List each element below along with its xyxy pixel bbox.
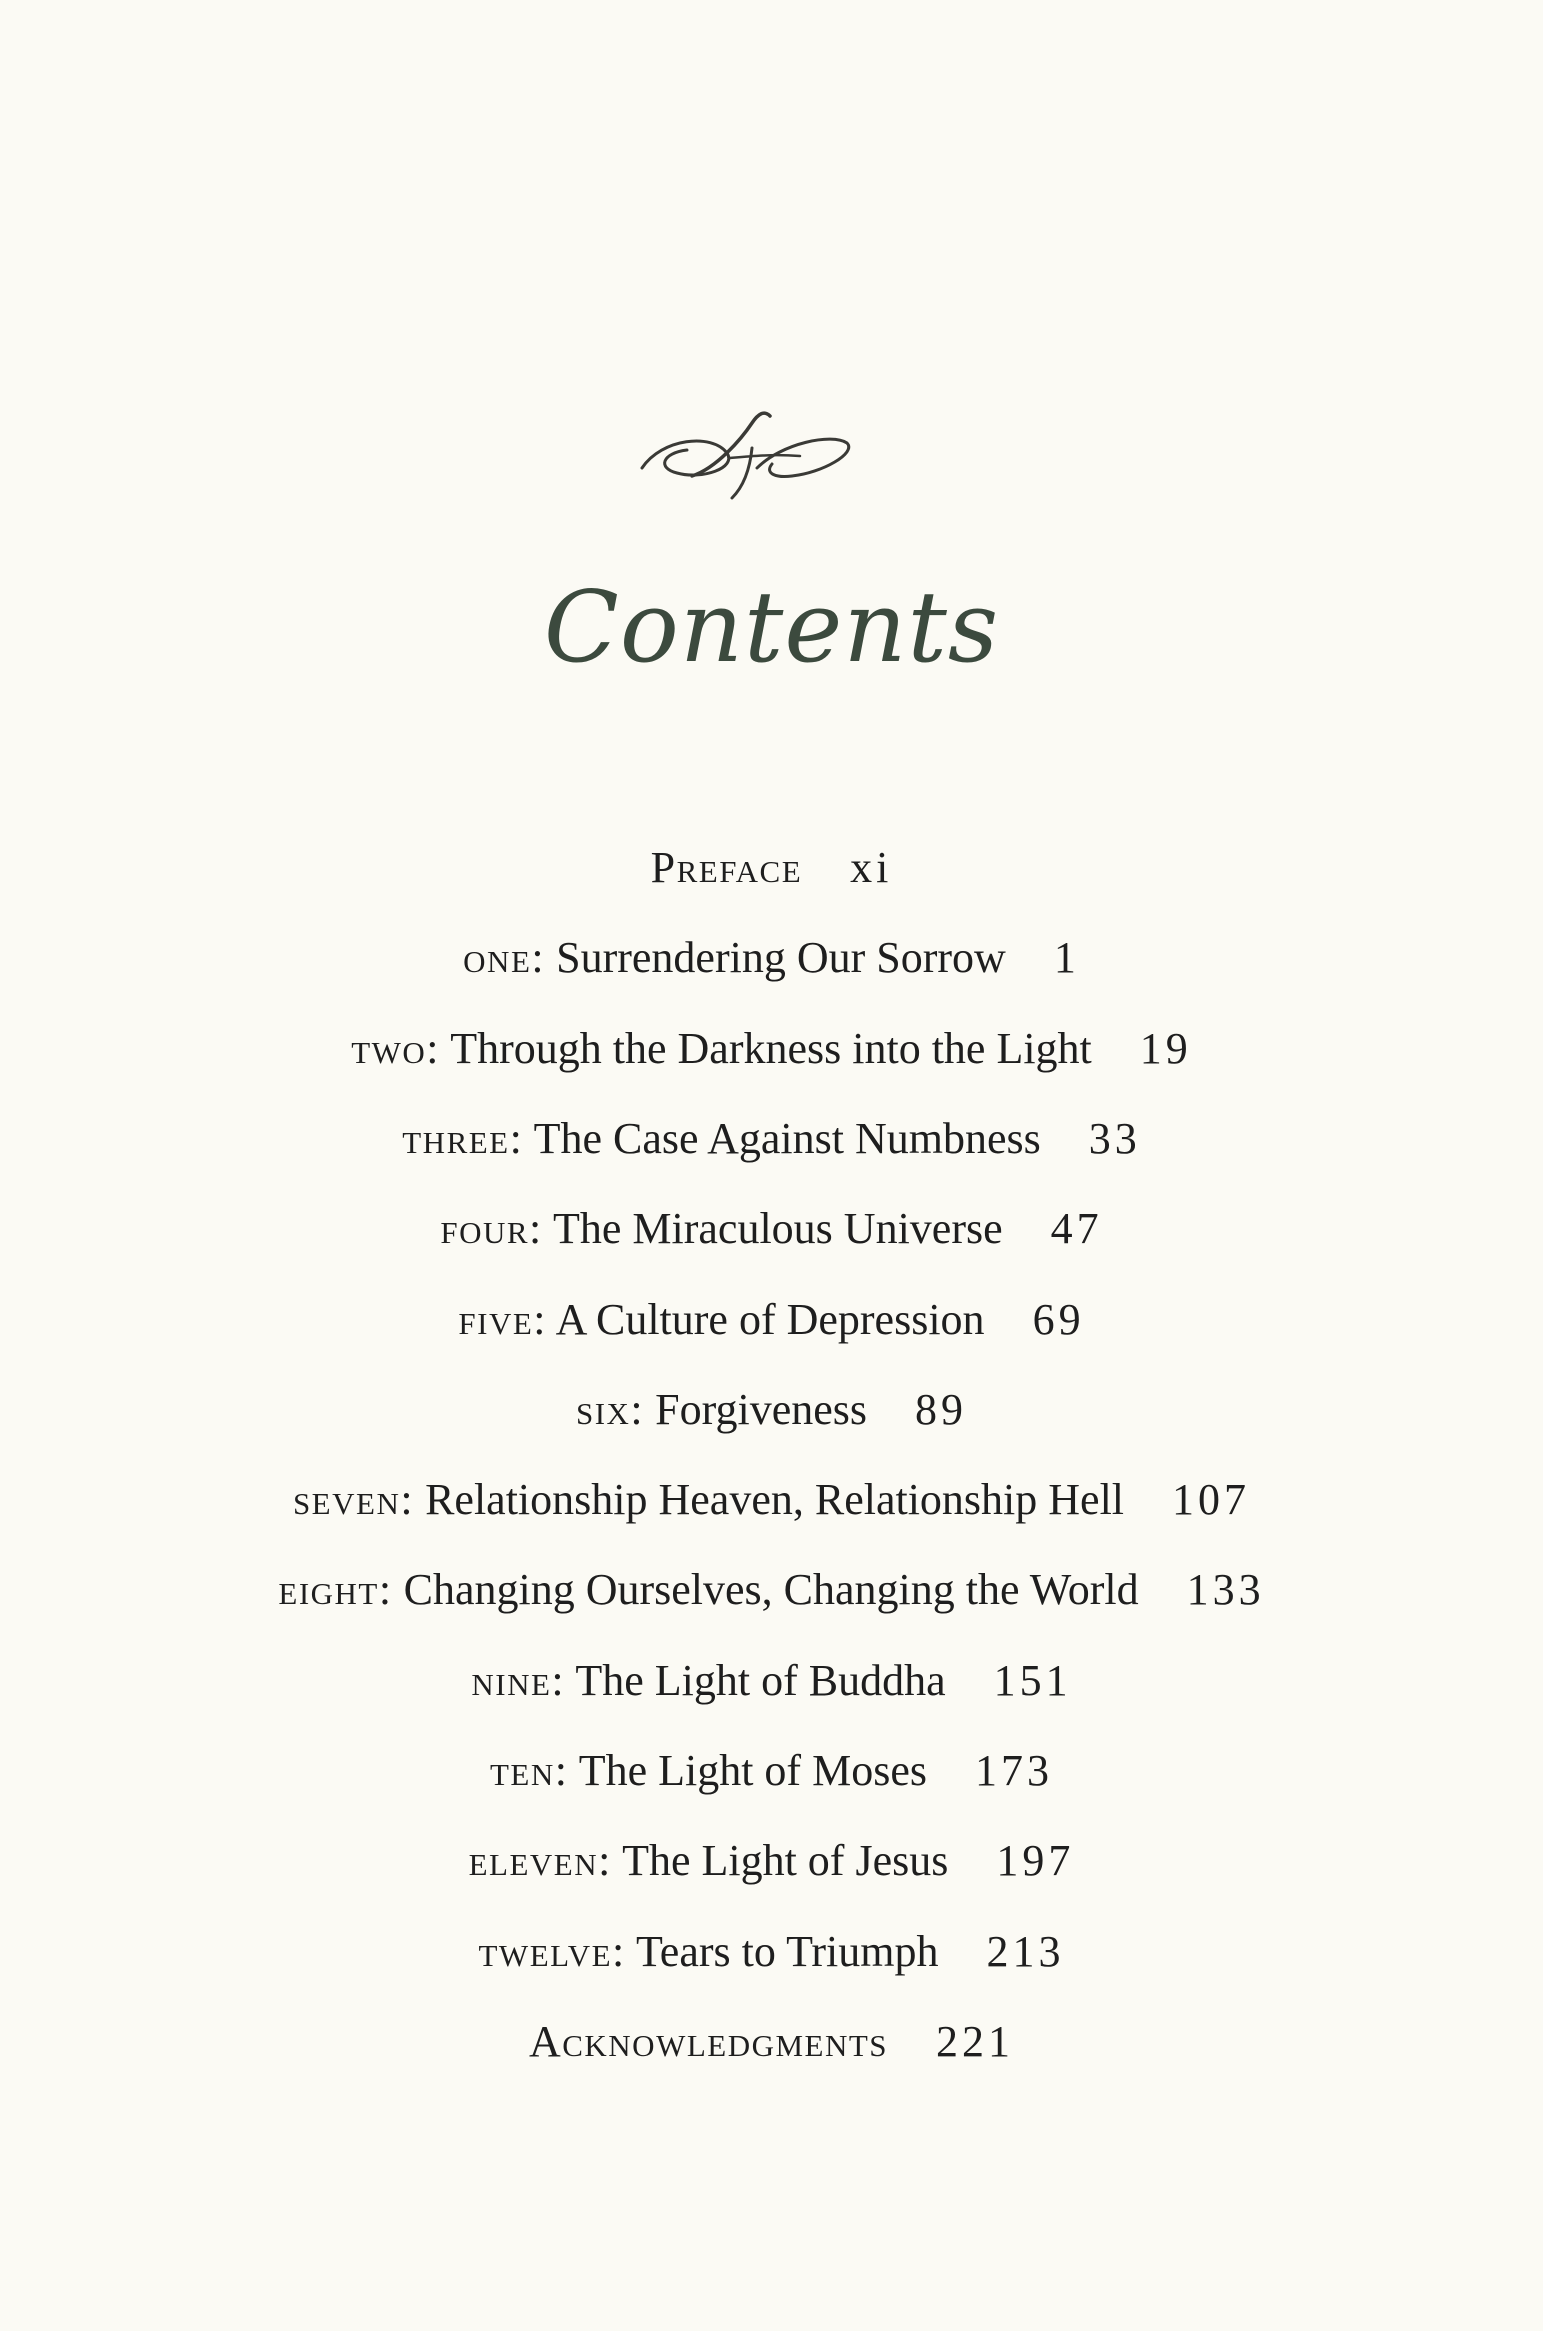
toc-entry-label: Acknowledgments (528, 2017, 889, 2066)
toc-entry-page-number: 151 (993, 1656, 1072, 1705)
toc-entry-label: eight: (278, 1565, 393, 1614)
toc-entry (0, 1922, 1543, 1982)
toc-entry-label: three: (402, 1114, 524, 1163)
toc-entry-title: The Light of Moses (578, 1746, 927, 1795)
toc-entry-label: eleven: (468, 1836, 612, 1885)
toc-entry (0, 1109, 1543, 1169)
toc-entry-page-number: 33 (1088, 1114, 1141, 1163)
toc-entry-title: Relationship Heaven, Relationship Hell (425, 1475, 1125, 1524)
toc-entry (0, 1380, 1543, 1440)
toc-entry-label: nine: (471, 1656, 566, 1705)
toc-entry-title: The Light of Buddha (575, 1656, 946, 1705)
toc-entry-page-number: 197 (996, 1836, 1075, 1885)
page-title: Contents (543, 571, 1000, 685)
toc-entry-page-number: 213 (986, 1927, 1065, 1976)
toc-entry-label: six: (575, 1385, 645, 1434)
toc-entry (0, 1741, 1543, 1801)
toc-entry-label: two: (351, 1024, 441, 1073)
toc-entry-page-number: 1 (1053, 933, 1080, 982)
toc-entry (0, 1651, 1543, 1711)
toc-entry (0, 2012, 1543, 2072)
toc-entry (0, 1560, 1543, 1620)
toc-entry (0, 1290, 1543, 1350)
toc-entry-title: Surrendering Our Sorrow (556, 933, 1006, 982)
toc-entry-page-number: 173 (975, 1746, 1053, 1795)
toc-entry-title: The Case Against Numbness (533, 1114, 1041, 1163)
toc-entry-title: A Culture of Depression (555, 1295, 985, 1344)
toc-entry (0, 1470, 1543, 1530)
toc-entry-page-number: 89 (915, 1385, 968, 1434)
toc-entry-title: Changing Ourselves, Changing the World (403, 1565, 1139, 1614)
calligraphic-flourish-icon (632, 398, 862, 510)
toc-entry-label: seven: (292, 1475, 415, 1524)
toc-entry-label: five: (458, 1295, 548, 1344)
toc-entry (0, 928, 1543, 988)
toc-entry-page-number: 69 (1032, 1295, 1085, 1344)
toc-entry (0, 1199, 1543, 1259)
toc-entry-title: Through the Darkness into the Light (450, 1024, 1092, 1073)
toc-entry-page-number: 133 (1186, 1565, 1265, 1614)
toc-entry-label: ten: (490, 1746, 569, 1795)
toc-entry-page-number: 19 (1139, 1024, 1192, 1073)
toc-entry (0, 1831, 1543, 1891)
toc-entry-title: The Light of Jesus (622, 1836, 949, 1885)
toc-entry (0, 838, 1543, 898)
toc-entry-label: four: (440, 1204, 543, 1253)
toc-entry-page-number: 221 (936, 2017, 1015, 2066)
toc-entry-label: one: (463, 933, 546, 982)
toc-entry-title: Tears to Triumph (636, 1927, 939, 1976)
toc-entry-title: Forgiveness (655, 1385, 868, 1434)
toc-entry-label: Preface (650, 843, 803, 892)
toc-entry-page-number: 47 (1050, 1204, 1103, 1253)
toc-entry (0, 1019, 1543, 1079)
toc-entry-title: The Miraculous Universe (552, 1204, 1003, 1253)
toc-entry-page-number: 107 (1172, 1475, 1251, 1524)
toc-entry-label: twelve: (478, 1927, 626, 1976)
toc-entry-page-number: xi (850, 843, 893, 892)
